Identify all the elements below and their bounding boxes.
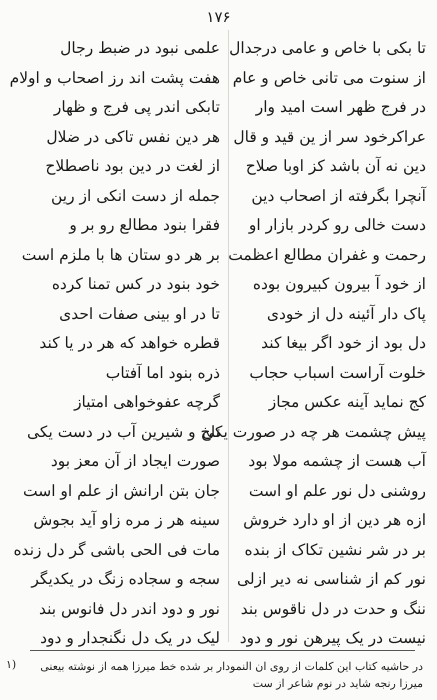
verse-line: در فرج ظهر است امید وار [255, 98, 426, 116]
verse-line: از سنوت می تانی خاص و عام [232, 68, 426, 87]
verse-line: نور و دود اندر دل فانوس بند [38, 599, 220, 618]
verse-line: تلخ و شیرین آب در دست یکی [26, 422, 220, 441]
right-column [202, 34, 426, 647]
verse-line: از خود آ بیرون کبیرون بوده [252, 275, 426, 293]
verse-line: لیک در یک دل نگنجدار و دود [40, 629, 220, 647]
verse-line: مات فی الحی باشی گر دل زنده [13, 540, 220, 559]
verse-line: هر دین نفس تاکی در ضلال [46, 127, 220, 146]
verse-line: عراکرخود سر از ین قید و قال [233, 127, 426, 146]
verse-line: خود بنود در کس تمنا کرده [51, 275, 220, 293]
verse-line: نیست در یک پیرهن نور و دود [239, 629, 426, 647]
footnote-divider [30, 650, 415, 651]
verse-line: دست خالی رو کردر بازار او [248, 216, 426, 234]
verse-line: آب هست از چشمه مولا بود [248, 452, 426, 470]
verse-line: گرچه عفوخواهی امتیاز [74, 393, 220, 411]
verse-line: جمله از دست انکی از رین [50, 186, 220, 205]
verse-line: سجه و سجاده زنگ در یکدیگر [31, 570, 220, 588]
verse-line: سینه هر ز مره زاو آید بجوش [33, 511, 220, 529]
verse-line: جان بتن ارانش از علم او است [22, 481, 220, 500]
footnote-marker: ۱) [6, 658, 17, 671]
verse-line: پاک دار آئینه دل از خودی [266, 304, 426, 323]
verse-line: هفت پشت اند رز اصحاب و اولام [9, 68, 220, 87]
verse-line: روشنی دل نور علم او است [248, 481, 426, 500]
verse-line: صورت ایجاد از آن معز بود [50, 452, 220, 470]
verse-line: آنچرا بگرفته از اصحاب دین [251, 186, 426, 205]
verse-line: رحمت و غفران مطالع اعظمت [228, 245, 426, 264]
verse-line: قطره خواهد که هر در یا کند [39, 334, 220, 352]
verse-line: از لغت در دین بود ناصطلاح [45, 157, 220, 175]
verse-line: فقرا بنود مطالع رو بر و [69, 216, 220, 234]
footnote-text: در حاشیه کتاب این کلمات از روی ان النمودار بر شده خط میرزا همه از نوشته بیعنی میرزا رنجه شاید در نوم شاعر از ست [40, 660, 423, 690]
verse-line: دین نه آن باشد کز اوبا صلاح [245, 157, 426, 175]
verse-line: پیش چشمت هر چه در صورت یکی [202, 422, 426, 441]
verse-line: دل بود از خود اگر بیغا کند [261, 334, 426, 352]
verse-line: بر در شر نشین تکاک از بنده [244, 540, 426, 559]
verse-line: تابکی اندر پی فرج و ظهار [53, 98, 220, 116]
verse-line: نور کم از شناسی نه دیر ازلی [237, 570, 426, 588]
verse-line: تا در او بینی صفات احدی [59, 304, 220, 323]
column-divider [228, 30, 229, 642]
verse-line: کج نماید آینه عکس مجاز [268, 393, 426, 411]
verse-line: علمی نبود در ضبط رجال [60, 39, 220, 57]
verse-line: خلوت آراست اسباب حجاب [249, 363, 426, 382]
verse-line: ازه هر دین از او دارد خروش [243, 511, 426, 529]
left-column [9, 34, 220, 647]
verse-line: تا بکی با خاص و عامی درجدال [229, 39, 426, 57]
verse-line: بر هر دو ستان ها با ملزم است [21, 245, 220, 264]
page-number: ۱۷۶ [206, 8, 231, 26]
verse-line: ذره بنود اما آفتاب [105, 363, 220, 382]
verse-line: ننگ و حدت در دل ناقوس بند [240, 599, 426, 618]
